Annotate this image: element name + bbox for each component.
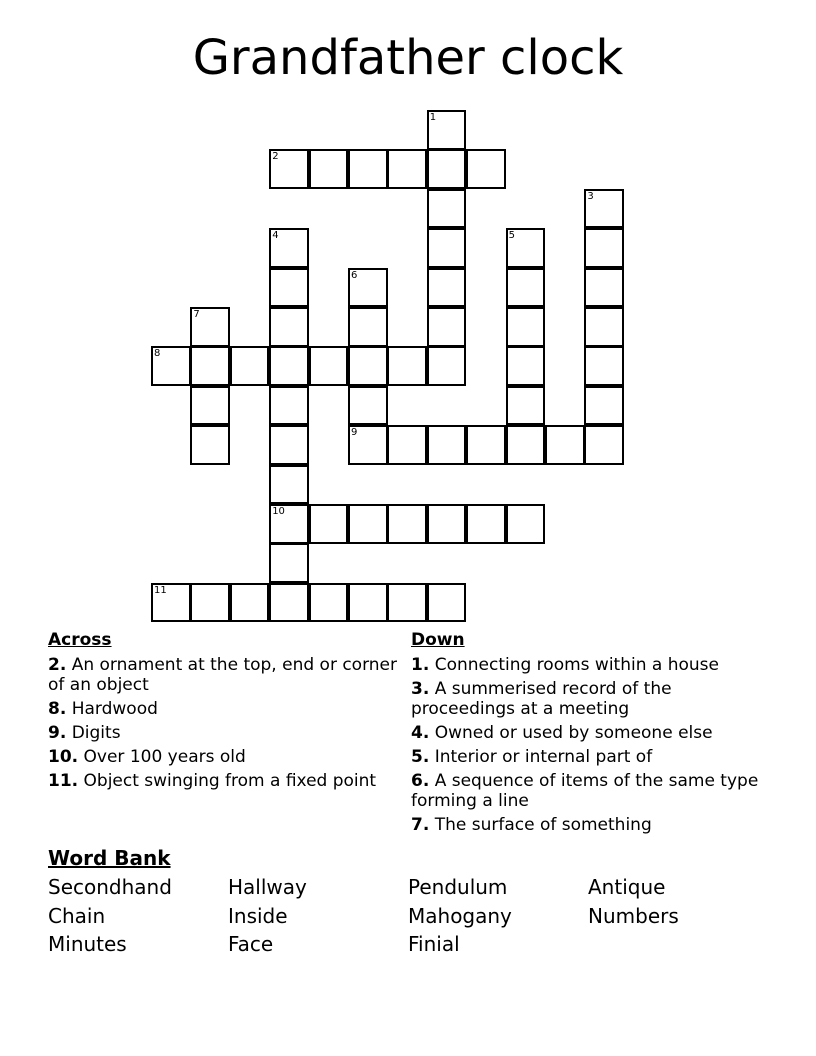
grid-cell[interactable] bbox=[427, 425, 467, 465]
clue-number-label: 8 bbox=[154, 348, 161, 360]
grid-cell[interactable] bbox=[427, 346, 467, 386]
word-bank-item: Finial bbox=[408, 932, 460, 956]
grid-cell[interactable] bbox=[584, 386, 624, 426]
grid-cell[interactable] bbox=[584, 307, 624, 347]
grid-cell[interactable] bbox=[506, 307, 546, 347]
grid-cell[interactable] bbox=[427, 307, 467, 347]
word-bank-item: Pendulum bbox=[408, 875, 508, 899]
grid-cell[interactable] bbox=[269, 307, 309, 347]
across-heading: Across bbox=[48, 630, 112, 650]
grid-cell[interactable] bbox=[584, 228, 624, 268]
across-clue-list bbox=[48, 655, 398, 795]
word-bank-item: Inside bbox=[228, 903, 288, 928]
clue-number-label: 4 bbox=[272, 230, 279, 242]
grid-cell[interactable] bbox=[190, 346, 230, 386]
clue-number: 3. bbox=[411, 679, 430, 699]
clue-text: Connecting rooms within a house bbox=[429, 655, 719, 675]
clue-number-label: 5 bbox=[508, 230, 515, 242]
clue-number: 8. bbox=[48, 699, 67, 719]
word-bank-item: Secondhand bbox=[48, 875, 172, 899]
grid-cell[interactable] bbox=[387, 149, 427, 189]
clue-text: Object swinging from a fixed point bbox=[78, 771, 377, 791]
clue-number-label: 1 bbox=[429, 112, 437, 123]
down-clue-list bbox=[411, 655, 761, 839]
grid-cell[interactable] bbox=[348, 149, 388, 189]
word-bank-item: Hallway bbox=[228, 875, 307, 899]
grid-cell[interactable] bbox=[466, 425, 506, 465]
down-clue bbox=[411, 679, 761, 719]
word-bank-item: Mahogany bbox=[408, 903, 512, 928]
grid-cell[interactable] bbox=[348, 346, 388, 386]
page-title: Grandfather clock bbox=[192, 30, 624, 86]
clue-number: 1. bbox=[411, 655, 430, 675]
across-clue bbox=[48, 747, 398, 767]
grid-cell[interactable] bbox=[309, 504, 349, 544]
grid-cell[interactable] bbox=[427, 228, 467, 268]
grid-cell[interactable] bbox=[269, 386, 309, 426]
grid-cell[interactable] bbox=[348, 307, 388, 347]
grid-cell[interactable] bbox=[545, 425, 585, 465]
grid-cell[interactable] bbox=[230, 346, 270, 386]
clue-number-label: 6 bbox=[351, 269, 358, 281]
clue-number: 7. bbox=[411, 815, 430, 835]
grid-cell[interactable] bbox=[269, 425, 309, 465]
grid-cell[interactable] bbox=[506, 425, 546, 465]
across-clue bbox=[48, 723, 398, 743]
grid-cell[interactable] bbox=[230, 583, 270, 623]
word-bank bbox=[48, 873, 768, 959]
clue-number: 6. bbox=[411, 771, 430, 791]
down-clue bbox=[411, 723, 761, 743]
clue-text: An ornament at the top, end or corner of an object bbox=[48, 655, 397, 695]
grid-cell[interactable] bbox=[387, 425, 427, 465]
grid-cell[interactable] bbox=[309, 149, 349, 189]
grid-cell[interactable] bbox=[269, 543, 309, 583]
grid-cell[interactable] bbox=[348, 386, 388, 426]
grid-cell[interactable] bbox=[269, 346, 309, 386]
clue-text: Interior or internal part of bbox=[429, 747, 653, 767]
grid-cell[interactable] bbox=[466, 504, 506, 544]
clue-number: 11. bbox=[48, 771, 79, 791]
word-bank-item: Antique bbox=[588, 875, 666, 899]
grid-cell[interactable] bbox=[269, 268, 309, 308]
across-clue bbox=[48, 771, 398, 791]
down-heading: Down bbox=[411, 630, 465, 650]
grid-cell[interactable] bbox=[506, 346, 546, 386]
grid-cell[interactable] bbox=[387, 504, 427, 544]
down-clue bbox=[411, 747, 761, 767]
grid-cell[interactable] bbox=[387, 583, 427, 623]
across-clue bbox=[48, 699, 398, 719]
grid-cell[interactable] bbox=[190, 386, 230, 426]
grid-cell[interactable] bbox=[190, 583, 230, 623]
grid-cell[interactable] bbox=[506, 504, 546, 544]
grid-cell[interactable] bbox=[309, 346, 349, 386]
grid-cell[interactable] bbox=[309, 583, 349, 623]
clue-text: The surface of something bbox=[429, 815, 652, 835]
word-bank-item: Face bbox=[228, 932, 274, 956]
clue-text: A summerised record of the proceedings at a meeting bbox=[411, 679, 672, 719]
clue-text: A sequence of items of the same type forming a line bbox=[411, 771, 759, 811]
across-clue bbox=[48, 655, 398, 695]
clue-text: Owned or used by someone else bbox=[429, 723, 713, 743]
grid-cell[interactable] bbox=[506, 268, 546, 308]
clue-number-label: 2 bbox=[272, 151, 279, 163]
clue-text: Digits bbox=[66, 723, 121, 743]
grid-cell[interactable] bbox=[427, 149, 467, 189]
word-bank-heading: Word Bank bbox=[48, 846, 171, 870]
grid-cell[interactable] bbox=[584, 346, 624, 386]
grid-cell[interactable] bbox=[269, 583, 309, 623]
grid-cell[interactable] bbox=[427, 583, 467, 623]
clue-number: 2. bbox=[48, 655, 67, 675]
clue-number-label: 10 bbox=[272, 506, 285, 517]
grid-cell[interactable] bbox=[427, 268, 467, 308]
clue-number-label: 7 bbox=[193, 309, 200, 320]
clue-number-label: 11 bbox=[154, 584, 167, 596]
down-clue bbox=[411, 815, 761, 835]
clue-text: Hardwood bbox=[66, 699, 158, 719]
grid-cell[interactable] bbox=[269, 465, 309, 505]
grid-cell[interactable] bbox=[584, 268, 624, 308]
clue-number: 10. bbox=[48, 747, 79, 767]
grid-cell[interactable] bbox=[466, 149, 506, 189]
clue-text: Over 100 years old bbox=[78, 747, 246, 767]
grid-cell[interactable] bbox=[584, 425, 624, 465]
grid-cell[interactable] bbox=[506, 386, 546, 426]
grid-cell[interactable] bbox=[427, 189, 467, 229]
grid-cell[interactable] bbox=[427, 504, 467, 544]
clue-number: 4. bbox=[411, 723, 430, 743]
clue-number-label: 9 bbox=[351, 427, 358, 439]
word-bank-item: Numbers bbox=[588, 903, 679, 928]
down-clue bbox=[411, 655, 761, 675]
word-bank-item: Chain bbox=[48, 903, 106, 928]
grid-cell[interactable] bbox=[348, 583, 388, 623]
clue-number-label: 3 bbox=[587, 190, 594, 202]
grid-cell[interactable] bbox=[387, 346, 427, 386]
clue-number: 9. bbox=[48, 723, 67, 743]
word-bank-item: Minutes bbox=[48, 932, 127, 956]
down-clue bbox=[411, 771, 761, 811]
grid-cell[interactable] bbox=[190, 425, 230, 465]
clue-number: 5. bbox=[411, 747, 430, 767]
grid-cell[interactable] bbox=[348, 504, 388, 544]
